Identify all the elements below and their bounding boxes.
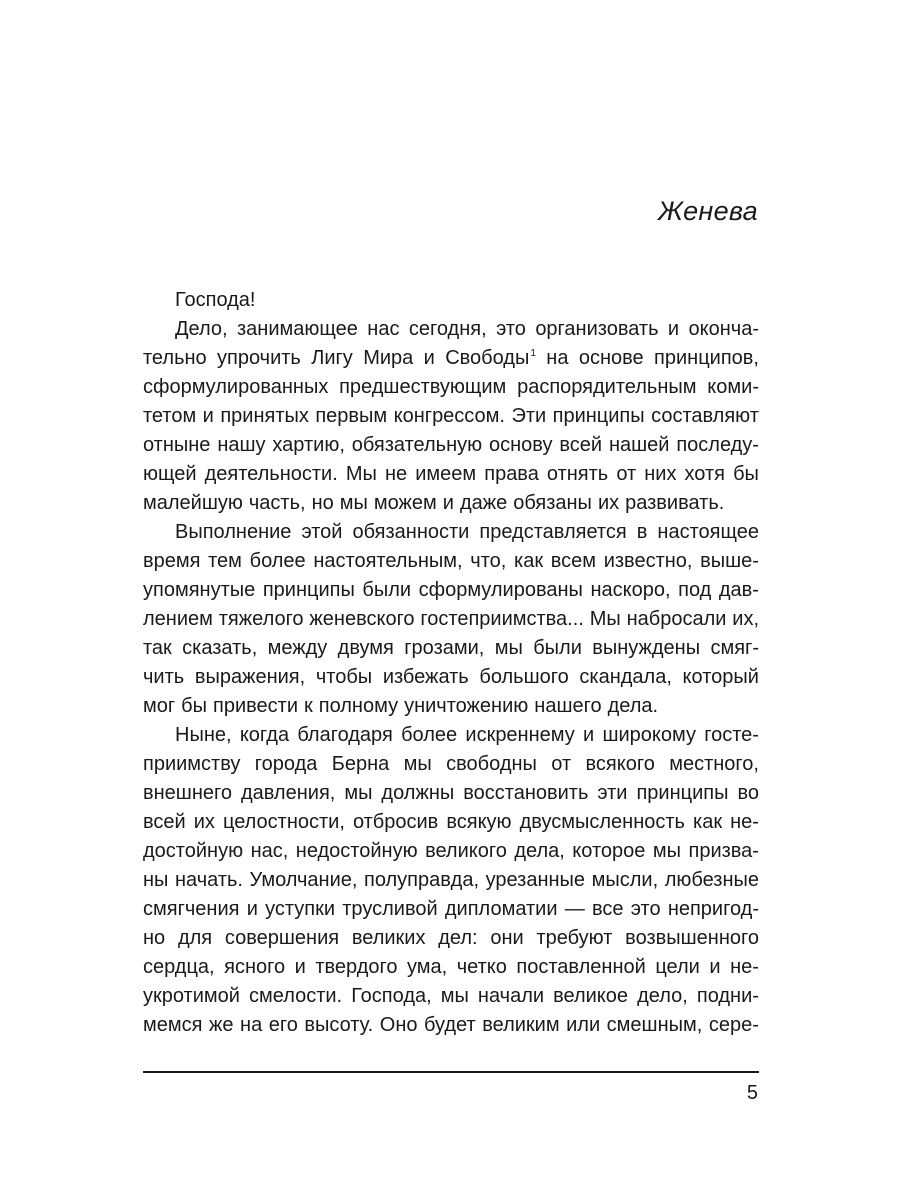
text-line: ны начать. Умолчание, полуправда, урезанные мысли, любезные — [143, 869, 759, 891]
text-line: ющей деятельности. Мы не имеем права отнять от них хотя бы — [143, 463, 759, 485]
text-line: внешнего давления, мы должны восстановить эти принципы во — [143, 782, 759, 804]
text-line: сердца, ясного и твердого ума, четко поставленной цели и не- — [143, 956, 759, 978]
text-line: время тем более настоятельным, что, как всем известно, выше- — [143, 550, 759, 572]
text-line: малейшую часть, но мы можем и даже обязаны их развивать. — [143, 492, 725, 514]
text-line: смягчения и уступки трусливой дипломатии — все это непригод- — [143, 898, 759, 920]
text-line: приимству города Берна мы свободны от всякого местного, — [143, 753, 759, 775]
text-line: укротимой смелости. Господа, мы начали великое дело, подни- — [143, 985, 759, 1007]
text-line: всей их целостности, отбросив всякую двусмысленность как не- — [143, 811, 759, 833]
body-text — [143, 286, 759, 1040]
footnote-marker[interactable]: 1 — [530, 348, 536, 359]
text-line: тельно упрочить Лигу Мира и Свободы$^1$ на основе принципов, — [143, 347, 759, 369]
text-line: Ныне, когда благодаря более искреннему и широкому госте- — [175, 724, 759, 746]
location-heading: Женева — [658, 196, 758, 226]
text-line: Господа! — [175, 289, 256, 311]
text-line: мог бы привести к полному уничтожению нашего дела. — [143, 695, 659, 717]
text-line: так сказать, между двумя грозами, мы были вынуждены смяг- — [143, 637, 759, 659]
text-line: чить выражения, чтобы избежать большого скандала, который — [143, 666, 759, 688]
text-line: сформулированных предшествующим распорядительным коми- — [143, 376, 759, 398]
text-line: лением тяжелого женевского гостеприимства... Мы набросали их, — [143, 608, 759, 630]
footer-divider — [143, 1071, 759, 1073]
text-line: но для совершения великих дел: они требуют возвышенного — [143, 927, 759, 949]
text-line: мемся же на его высоту. Оно будет великим или смешным, сере- — [143, 1014, 759, 1036]
text-line: упомянутые принципы были сформулированы наскоро, под дав- — [143, 579, 759, 601]
text-line: Выполнение этой обязанности представляется в настоящее — [175, 521, 759, 543]
text-line: Дело, занимающее нас сегодня, это организовать и оконча- — [175, 318, 759, 340]
text-line: достойную нас, недостойную великого дела, которое мы призва- — [143, 840, 759, 862]
text-line: отныне нашу хартию, обязательную основу всей нашей последу- — [143, 434, 759, 456]
page-number: 5 — [746, 1082, 758, 1104]
text-line: тетом и принятых первым конгрессом. Эти принципы составляют — [143, 405, 759, 427]
